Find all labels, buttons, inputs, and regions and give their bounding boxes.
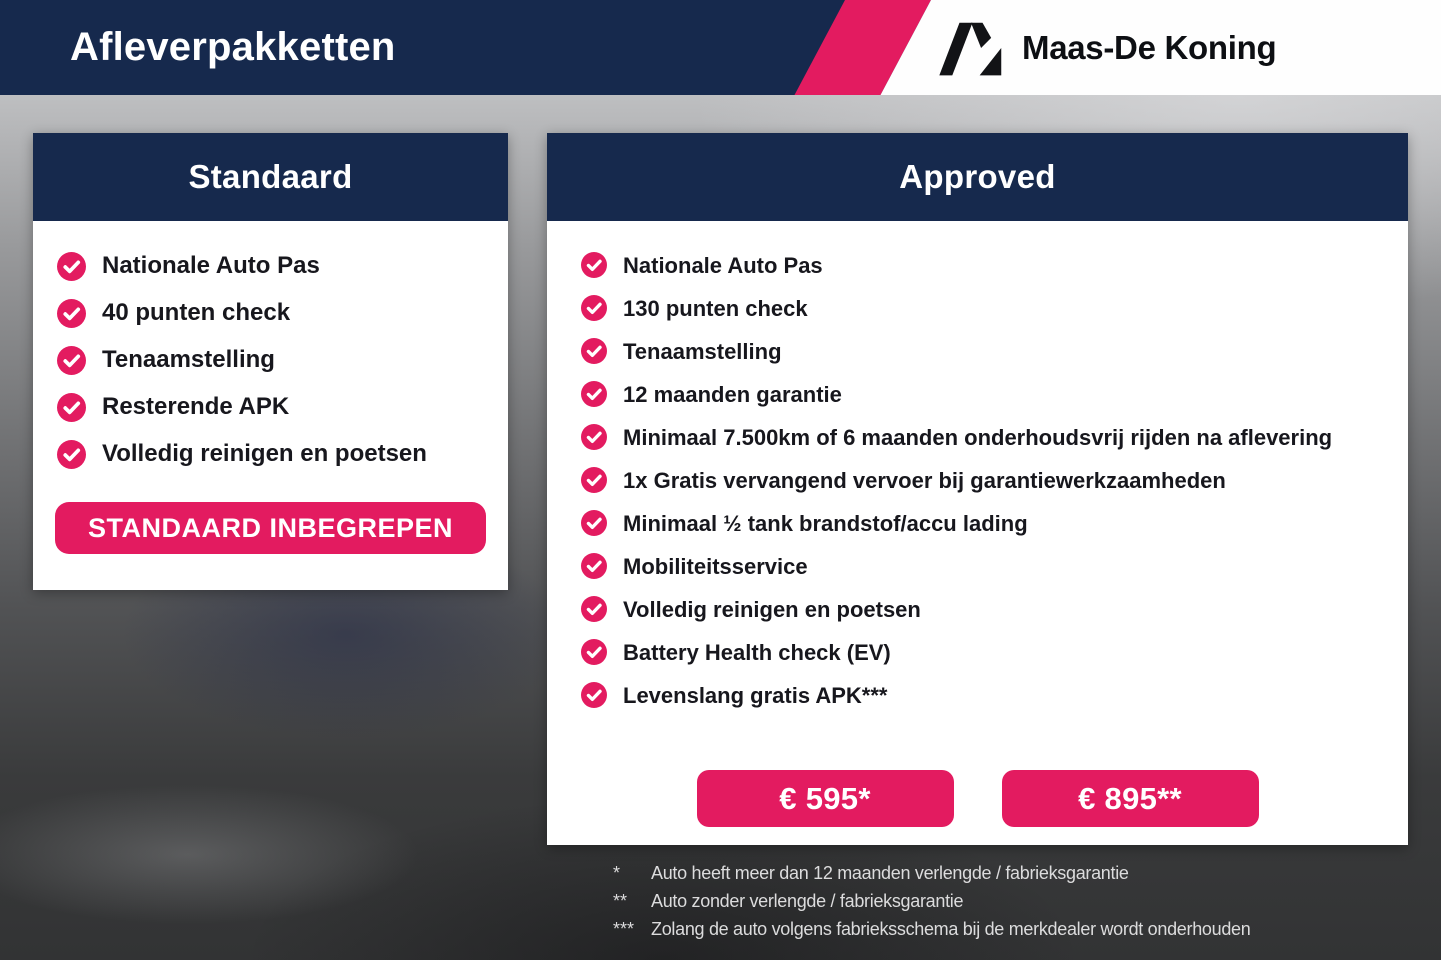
feature-label: Minimaal 7.500km of 6 maanden onderhoudsvrij rijden na aflevering (623, 425, 1333, 450)
check-circle-icon (581, 252, 607, 283)
feature-list-item (581, 595, 1382, 627)
approved-feature-list (547, 221, 1408, 713)
footnote-row (613, 917, 1250, 941)
feature-list-item (57, 251, 486, 286)
feature-label: Volledig reinigen en poetsen (623, 597, 921, 622)
feature-list-item (581, 337, 1382, 369)
check-circle-icon (57, 252, 86, 286)
feature-label: Battery Health check (EV) (623, 640, 891, 665)
check-circle-icon (581, 295, 607, 326)
standaard-inbegrepen-button[interactable]: STANDAARD INBEGREPEN (55, 502, 486, 554)
feature-list-item (57, 392, 486, 427)
feature-list-item (581, 681, 1382, 713)
feature-list-item (57, 298, 486, 333)
footnote-text: Zolang de auto volgens fabrieksschema bij de merkdealer wordt onderhouden (651, 919, 1251, 939)
check-circle-icon (57, 393, 86, 427)
feature-label: 40 punten check (102, 299, 291, 326)
standaard-card-title: Standaard (33, 133, 508, 221)
feature-label: Tenaamstelling (623, 339, 782, 364)
check-circle-icon (581, 639, 607, 670)
feature-label: Resterende APK (102, 393, 290, 420)
price-button[interactable]: € 895** (1002, 770, 1259, 827)
footnote-row (613, 861, 1250, 885)
feature-label: 12 maanden garantie (623, 382, 842, 407)
feature-list-item (581, 294, 1382, 326)
feature-label: Volledig reinigen en poetsen (102, 440, 427, 467)
check-circle-icon (581, 682, 607, 713)
check-circle-icon (581, 381, 607, 412)
feature-label: Mobiliteitsservice (623, 554, 808, 579)
price-button-row (547, 770, 1408, 827)
footnote-text: Auto heeft meer dan 12 maanden verlengde / fabrieksgarantie (651, 863, 1129, 883)
footnotes (613, 861, 1250, 945)
footnote-text: Auto zonder verlengde / fabrieksgarantie (651, 891, 964, 911)
standaard-package-card (33, 133, 508, 590)
check-circle-icon (581, 338, 607, 369)
page-header (0, 0, 1441, 95)
feature-label: Nationale Auto Pas (102, 252, 320, 279)
check-circle-icon (581, 467, 607, 498)
check-circle-icon (57, 440, 86, 474)
check-circle-icon (581, 553, 607, 584)
footnote-marker: ** (613, 891, 628, 911)
brand-name: Maas-De Koning (1022, 28, 1277, 66)
feature-list-item (581, 423, 1382, 455)
check-circle-icon (57, 299, 86, 333)
footnote-row (613, 889, 1250, 913)
feature-list-item (581, 380, 1382, 412)
brand-logo (935, 0, 1276, 95)
feature-list-item (581, 509, 1382, 541)
feature-list-item (57, 345, 486, 380)
feature-label: Levenslang gratis APK*** (623, 683, 888, 708)
standaard-feature-list (33, 221, 508, 474)
feature-label: Nationale Auto Pas (623, 253, 823, 278)
footnote-marker: *** (613, 919, 635, 939)
feature-list-item (581, 552, 1382, 584)
check-circle-icon (581, 596, 607, 627)
feature-list-item (581, 466, 1382, 498)
feature-list-item (57, 439, 486, 474)
page-title: Afleverpakketten (70, 25, 396, 69)
maas-de-koning-logo-icon (935, 19, 1007, 77)
feature-label: 130 punten check (623, 296, 808, 321)
check-circle-icon (581, 424, 607, 455)
feature-label: Minimaal ½ tank brandstof/accu lading (623, 511, 1028, 536)
footnote-marker: * (613, 863, 621, 883)
feature-list-item (581, 251, 1382, 283)
feature-label: Tenaamstelling (102, 346, 275, 373)
feature-list-item (581, 638, 1382, 670)
feature-label: 1x Gratis vervangend vervoer bij garantiewerkzaamheden (623, 468, 1226, 493)
price-button[interactable]: € 595* (697, 770, 954, 827)
approved-card-title: Approved (547, 133, 1408, 221)
check-circle-icon (581, 510, 607, 541)
approved-package-card (547, 133, 1408, 845)
check-circle-icon (57, 346, 86, 380)
